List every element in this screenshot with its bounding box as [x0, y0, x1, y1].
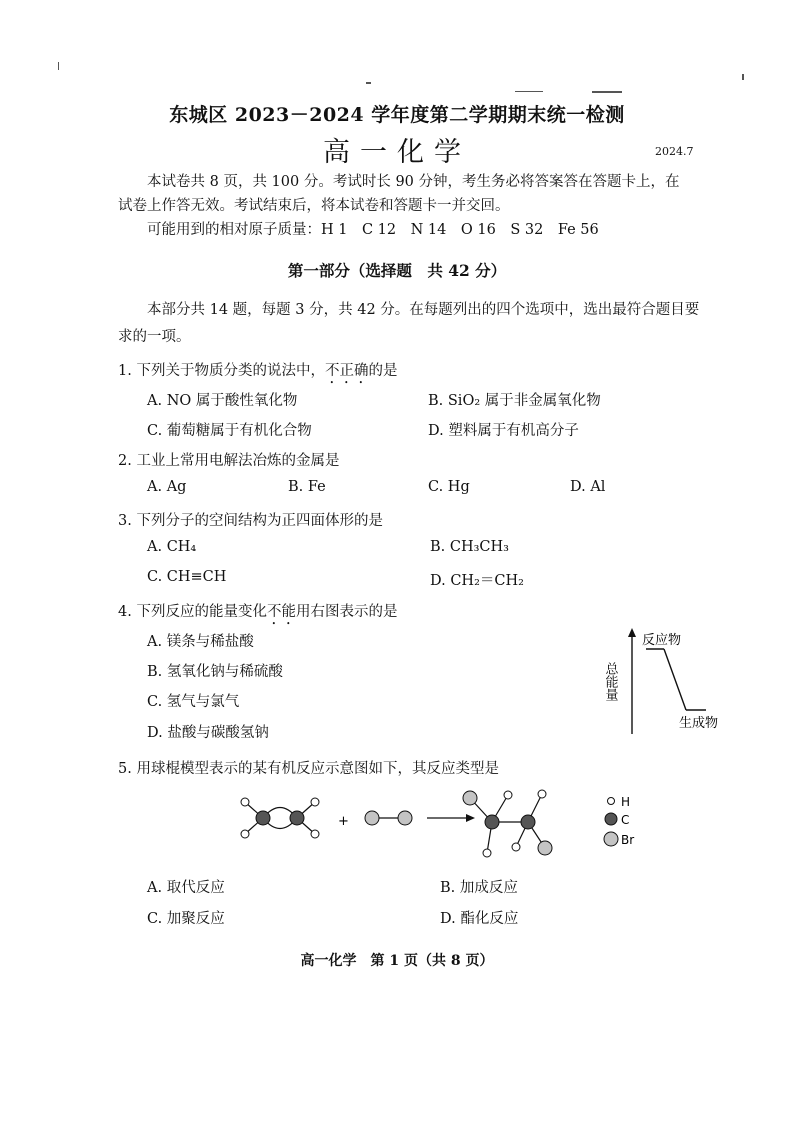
section-desc-line-1: 本部分共 14 题，每题 3 分，共 42 分。在每题列出的四个选项中，选出最符合题目要: [147, 302, 700, 318]
hydrogen-atom: [241, 830, 249, 838]
carbon-atom: [485, 815, 499, 829]
question-5-stem: 5. 用球棍模型表示的某有机反应示意图如下，其反应类型是: [118, 761, 499, 777]
question-3-stem: 3. 下列分子的空间结构为正四面体形的是: [118, 513, 383, 529]
bromine-atom: [365, 811, 379, 825]
question-2-option-c: C. Hg: [428, 479, 470, 495]
bromine-atom: [398, 811, 412, 825]
question-3-option-c: C. CH≡CH: [147, 569, 227, 585]
dibromoethane-model: [463, 790, 552, 857]
energy-axis-label: 总能量: [602, 662, 618, 701]
section-desc-line-2: 求的一项。: [118, 329, 191, 345]
question-1-option-a: A. NO 属于酸性氧化物: [147, 393, 298, 409]
question-2-option-b: B. Fe: [288, 479, 326, 495]
atom-legend: [604, 795, 634, 847]
stem-text: 1. 下列关于物质分类的说法中，: [118, 363, 325, 379]
arrow-head-icon: [466, 814, 475, 822]
legend-carbon-swatch: [605, 813, 617, 825]
question-5-option-a: A. 取代反应: [147, 880, 225, 896]
question-3-option-b: B. CH₃CH₃: [430, 539, 509, 555]
hydrogen-atom: [538, 790, 546, 798]
scan-speck: [366, 82, 371, 84]
question-2-option-a: A. Ag: [147, 479, 187, 495]
stem-text: 用右图表示的是: [295, 604, 398, 620]
hydrogen-atom: [241, 798, 249, 806]
legend-bromine-label: Br: [621, 833, 635, 847]
hydrogen-atom: [504, 791, 512, 799]
legend-carbon-label: C: [621, 813, 630, 827]
instructions-line-1: 本试卷共 8 页，共 100 分。考试时长 90 分钟，考生务必将答案答在答题卡上，在: [147, 174, 680, 190]
question-4-option-d: D. 盐酸与碳酸氢钠: [147, 725, 269, 741]
stem-text: 4. 下列反应的能量变化: [118, 604, 267, 620]
question-2-stem: 2. 工业上常用电解法冶炼的金属是: [118, 453, 340, 469]
carbon-atom: [521, 815, 535, 829]
energy-diagram: [602, 622, 736, 742]
axis-arrow-icon: [628, 628, 636, 637]
scan-speck: [592, 91, 622, 93]
bromine-atom: [538, 841, 552, 855]
question-1-option-c: C. 葡萄糖属于有机化合物: [147, 423, 312, 439]
question-5-option-c: C. 加聚反应: [147, 911, 225, 927]
plus-sign: +: [338, 814, 349, 829]
question-4-stem: [118, 600, 397, 628]
question-3-option-a: A. CH₄: [147, 539, 197, 555]
hydrogen-atom: [512, 843, 520, 851]
exam-title: 东城区 2023－2024 学年度第二学期期末统一检测: [169, 104, 625, 126]
exam-date: 2024.7: [655, 145, 694, 158]
hydrogen-atom: [311, 830, 319, 838]
instructions-line-2: 试卷上作答无效。考试结束后，将本试卷和答题卡一并交回。: [118, 198, 510, 214]
bromine-atom: [463, 791, 477, 805]
page-footer: 高一化学 第 1 页（共 8 页）: [300, 953, 494, 969]
emphasis-text: 不正确: [324, 363, 369, 379]
carbon-atom: [256, 811, 270, 825]
energy-drop-line: [664, 649, 686, 710]
question-4-option-a: A. 镁条与稀盐酸: [147, 634, 254, 650]
bromine-model: [365, 811, 412, 825]
legend-bromine-swatch: [604, 832, 618, 846]
question-1-option-b: B. SiO₂ 属于非金属氧化物: [428, 393, 601, 409]
stem-text: 的是: [368, 363, 398, 379]
question-5-option-b: B. 加成反应: [440, 880, 518, 896]
question-1-stem: [118, 359, 397, 387]
scan-speck: [515, 91, 543, 92]
question-1-option-d: D. 塑料属于有机高分子: [428, 423, 579, 439]
question-5-option-d: D. 酯化反应: [440, 911, 519, 927]
emphasis-text: 不能: [266, 604, 296, 620]
ethylene-model: [241, 798, 319, 838]
question-2-option-d: D. Al: [570, 479, 606, 495]
ball-stick-diagram: [230, 785, 650, 865]
question-4-option-b: B. 氢氧化钠与稀硫酸: [147, 664, 283, 680]
legend-hydrogen-label: H: [621, 795, 631, 809]
question-3-option-d: D. CH₂＝CH₂: [430, 573, 524, 589]
hydrogen-atom: [483, 849, 491, 857]
hydrogen-atom: [311, 798, 319, 806]
legend-hydrogen-swatch: [608, 798, 615, 805]
question-4-option-c: C. 氢气与氯气: [147, 694, 240, 710]
scan-speck: [742, 74, 744, 80]
reactant-label: 反应物: [642, 633, 682, 648]
product-label: 生成物: [679, 716, 719, 731]
subject-title: 高一化学: [323, 137, 471, 168]
scan-speck: [58, 62, 59, 70]
carbon-atom: [290, 811, 304, 825]
atomic-masses: 可能用到的相对原子质量：H 1 C 12 N 14 O 16 S 32 Fe 56: [147, 222, 599, 238]
section-heading: 第一部分（选择题 共 42 分）: [287, 261, 507, 280]
